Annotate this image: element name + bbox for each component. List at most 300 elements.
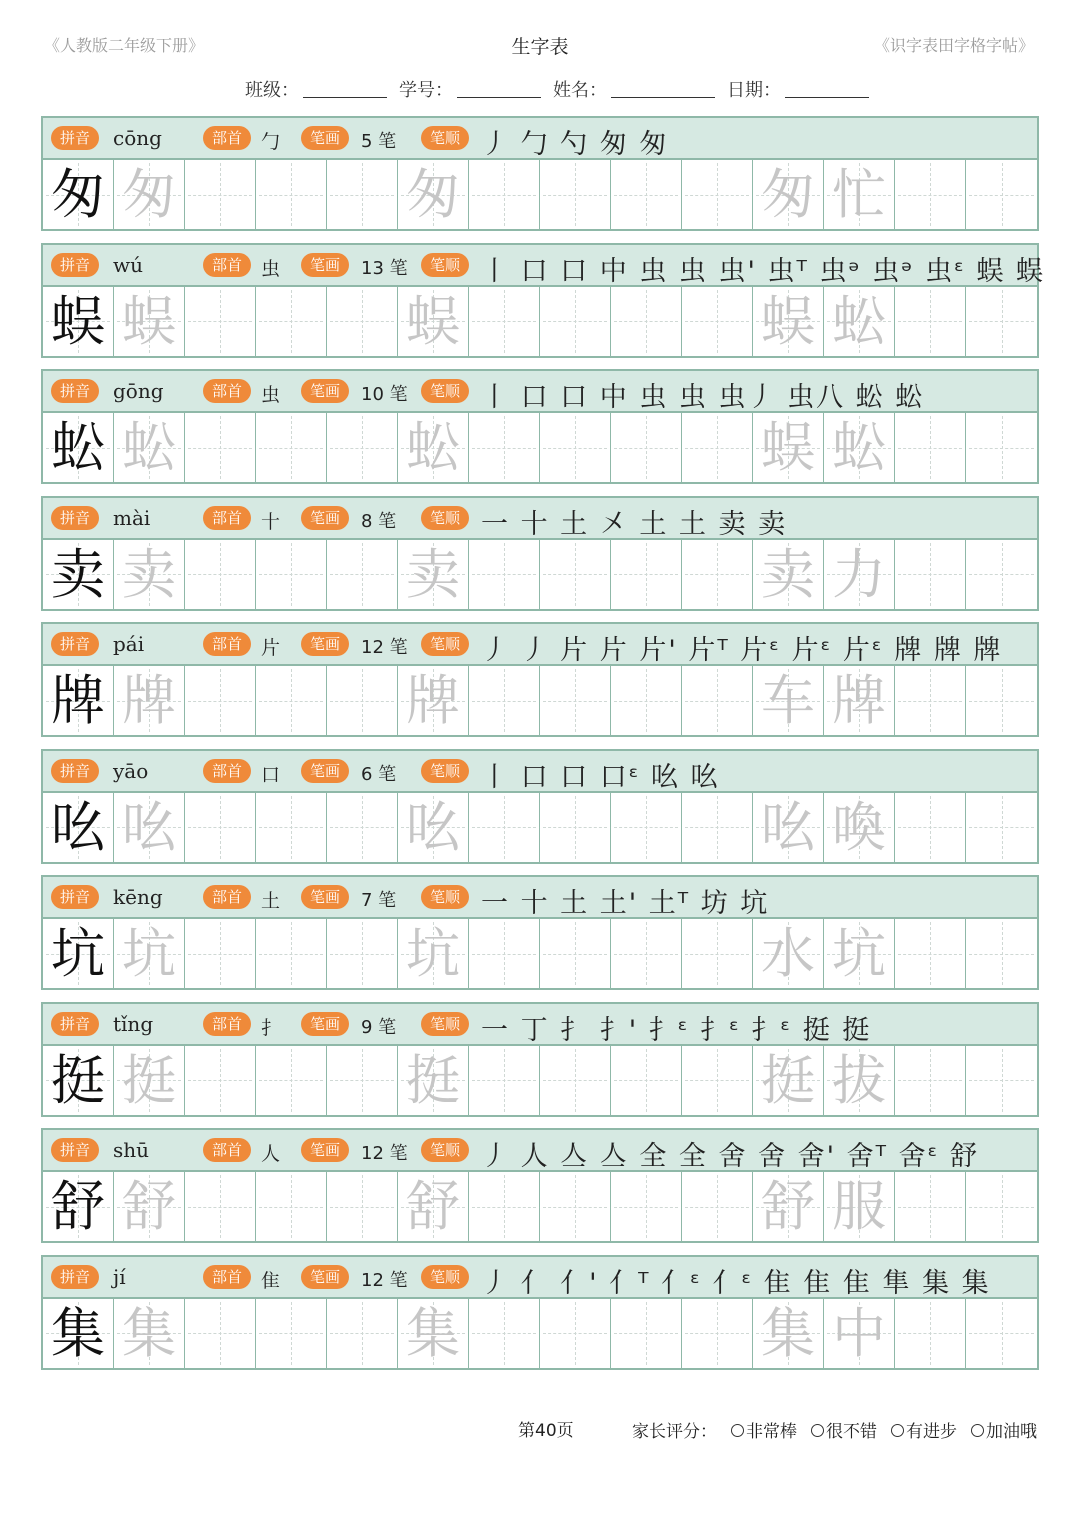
grid-cell[interactable] xyxy=(966,413,1037,482)
eval-option-2[interactable]: 很不错 xyxy=(811,1417,877,1442)
grid-cell[interactable] xyxy=(540,1299,611,1368)
grid-cell[interactable] xyxy=(185,287,256,356)
stroke-order-text: 丿 亻 亻' 亻ᵀ 亻ᵋ 亻ᵋ 隹 隹 隹 隼 集 集 xyxy=(481,1267,991,1299)
grid-cell[interactable] xyxy=(611,287,682,356)
grid-cell[interactable] xyxy=(966,919,1037,988)
row-info-bar xyxy=(43,245,1046,287)
grid-cell[interactable] xyxy=(43,413,114,482)
row-info-bar xyxy=(43,371,1037,413)
practice-row xyxy=(41,116,1039,231)
stroke-count-badge: 笔画 xyxy=(301,1138,349,1162)
grid-cell[interactable] xyxy=(895,287,966,356)
grid-cell[interactable] xyxy=(327,793,398,862)
grid-cell[interactable] xyxy=(469,1172,540,1241)
stroke-count-text: 9 笔 xyxy=(361,1016,397,1038)
grid-cell[interactable] xyxy=(185,1172,256,1241)
stroke-count-badge: 笔画 xyxy=(301,379,349,403)
grid-cell[interactable] xyxy=(682,540,753,609)
pinyin-badge: 拼音 xyxy=(51,759,99,783)
radical-text: 十 xyxy=(261,510,281,533)
grid-cell[interactable] xyxy=(398,1046,469,1115)
trace-character: 挺 xyxy=(122,1048,176,1112)
pinyin-text: gōng xyxy=(113,379,164,403)
stroke-order-badge: 笔顺 xyxy=(421,1138,469,1162)
tian-grid xyxy=(43,540,1037,609)
eval-option-3[interactable]: 有进步 xyxy=(891,1417,957,1442)
grid-cell[interactable] xyxy=(43,793,114,862)
pinyin-text: kēng xyxy=(113,885,163,909)
pinyin-text: mài xyxy=(113,505,151,530)
grid-cell[interactable] xyxy=(540,666,611,735)
trace-character: 蜈 xyxy=(406,289,460,353)
grid-cell[interactable] xyxy=(469,919,540,988)
model-character: 吆 xyxy=(51,795,105,859)
grid-cell[interactable] xyxy=(469,413,540,482)
radical-badge: 部首 xyxy=(203,885,251,909)
grid-cell[interactable] xyxy=(185,540,256,609)
model-character: 卖 xyxy=(51,542,105,606)
stroke-order-text: 丿 人 亼 亼 全 全 舍 舍 舍' 舍ᵀ 舍ᵋ 舒 xyxy=(481,1141,979,1172)
model-character: 坑 xyxy=(51,922,105,985)
eval-option-1[interactable]: 非常棒 xyxy=(731,1417,797,1442)
trace-character: 服 xyxy=(832,1175,886,1238)
stroke-count-badge: 笔画 xyxy=(301,506,349,530)
stroke-order-text: 一 十 土 㐅 土 土 卖 卖 xyxy=(481,508,788,540)
grid-cell[interactable] xyxy=(540,160,611,229)
class-label: 班级： xyxy=(245,80,299,101)
trace-character: 蜈 xyxy=(122,289,176,353)
radical-text: 隹 xyxy=(261,1269,281,1292)
grid-cell[interactable] xyxy=(327,1299,398,1368)
stroke-order-badge: 笔顺 xyxy=(421,506,469,530)
student-info-line xyxy=(245,76,871,102)
stroke-order-text: 一 丁 扌 扌' 扌ᵋ 扌ᵋ 扌ᵋ 挺 挺 xyxy=(481,1014,872,1046)
grid-cell[interactable] xyxy=(185,160,256,229)
stroke-order-badge: 笔顺 xyxy=(421,885,469,909)
model-character: 挺 xyxy=(51,1048,105,1112)
trace-character: 牌 xyxy=(122,669,176,732)
grid-cell[interactable] xyxy=(540,1046,611,1115)
row-info-bar xyxy=(43,751,1037,793)
radio-circle-icon xyxy=(811,1424,824,1437)
grid-cell[interactable] xyxy=(895,666,966,735)
tian-grid xyxy=(43,287,1037,356)
grid-cell[interactable] xyxy=(256,287,327,356)
trace-character: 卖 xyxy=(761,542,815,606)
grid-cell[interactable] xyxy=(611,1172,682,1241)
grid-cell[interactable] xyxy=(327,666,398,735)
grid-cell[interactable] xyxy=(327,919,398,988)
grid-cell[interactable] xyxy=(398,160,469,229)
tian-grid xyxy=(43,1172,1037,1241)
grid-cell[interactable] xyxy=(256,666,327,735)
stroke-count-badge: 笔画 xyxy=(301,759,349,783)
grid-cell[interactable] xyxy=(611,1299,682,1368)
grid-cell[interactable] xyxy=(682,413,753,482)
grid-cell[interactable] xyxy=(114,1046,185,1115)
name-label: 姓名： xyxy=(553,80,607,101)
grid-cell[interactable] xyxy=(398,793,469,862)
trace-character: 吆 xyxy=(406,795,460,859)
grid-cell[interactable] xyxy=(398,540,469,609)
trace-character: 蚣 xyxy=(406,416,460,479)
trace-character: 忙 xyxy=(832,163,886,226)
grid-cell[interactable] xyxy=(824,919,895,988)
grid-cell[interactable] xyxy=(469,287,540,356)
grid-cell[interactable] xyxy=(966,1172,1037,1241)
grid-cell[interactable] xyxy=(43,160,114,229)
grid-cell[interactable] xyxy=(185,413,256,482)
trace-character: 吆 xyxy=(122,795,176,859)
tian-grid xyxy=(43,1299,1037,1368)
stroke-order-badge: 笔顺 xyxy=(421,1265,469,1289)
trace-character: 舒 xyxy=(761,1175,815,1238)
grid-cell[interactable] xyxy=(114,1172,185,1241)
row-info-bar xyxy=(43,1130,1037,1172)
pinyin-badge: 拼音 xyxy=(51,379,99,403)
row-info-bar xyxy=(43,118,1037,160)
trace-character: 匆 xyxy=(122,163,176,226)
grid-cell[interactable] xyxy=(611,666,682,735)
grid-cell[interactable] xyxy=(43,666,114,735)
stroke-count-text: 8 笔 xyxy=(361,510,397,532)
stroke-count-badge: 笔画 xyxy=(301,632,349,656)
tian-grid xyxy=(43,160,1037,229)
stroke-count-text: 5 笔 xyxy=(361,131,397,152)
pinyin-text: jí xyxy=(113,1264,126,1289)
practice-row xyxy=(41,875,1039,990)
grid-cell[interactable] xyxy=(895,413,966,482)
trace-character: 坑 xyxy=(832,922,886,985)
tian-grid xyxy=(43,919,1037,988)
class-field[interactable] xyxy=(303,83,387,98)
trace-character: 匆 xyxy=(406,163,460,226)
stroke-order-badge: 笔顺 xyxy=(421,632,469,656)
grid-cell[interactable] xyxy=(256,793,327,862)
radical-text: 土 xyxy=(261,890,281,912)
pinyin-badge: 拼音 xyxy=(51,126,99,150)
tian-grid xyxy=(43,413,1037,482)
trace-character: 舒 xyxy=(122,1175,176,1238)
grid-cell[interactable] xyxy=(256,160,327,229)
grid-cell[interactable] xyxy=(114,540,185,609)
trace-character: 车 xyxy=(761,669,815,732)
grid-cell[interactable] xyxy=(327,287,398,356)
grid-cell[interactable] xyxy=(753,1299,824,1368)
grid-cell[interactable] xyxy=(753,413,824,482)
row-info-bar xyxy=(43,624,1037,666)
grid-cell[interactable] xyxy=(682,793,753,862)
grid-cell[interactable] xyxy=(43,1299,114,1368)
grid-cell[interactable] xyxy=(895,540,966,609)
grid-cell[interactable] xyxy=(682,1172,753,1241)
stroke-count-badge: 笔画 xyxy=(301,885,349,909)
grid-cell[interactable] xyxy=(256,1046,327,1115)
trace-character: 水 xyxy=(761,922,815,985)
grid-cell[interactable] xyxy=(398,413,469,482)
parent-evaluation xyxy=(632,1417,1037,1442)
grid-cell[interactable] xyxy=(966,793,1037,862)
stroke-count-text: 12 笔 xyxy=(361,1143,408,1164)
grid-cell[interactable] xyxy=(327,1046,398,1115)
grid-cell[interactable] xyxy=(469,793,540,862)
radical-badge: 部首 xyxy=(203,126,251,150)
stroke-count-text: 12 笔 xyxy=(361,637,408,658)
character-practice-rows xyxy=(41,116,1046,1381)
trace-character: 吆 xyxy=(761,795,815,859)
grid-cell[interactable] xyxy=(114,919,185,988)
grid-cell[interactable] xyxy=(611,919,682,988)
trace-character: 卖 xyxy=(406,542,460,606)
grid-cell[interactable] xyxy=(966,287,1037,356)
grid-cell[interactable] xyxy=(114,413,185,482)
grid-cell[interactable] xyxy=(966,1046,1037,1115)
pinyin-badge: 拼音 xyxy=(51,885,99,909)
model-character: 蜈 xyxy=(51,289,105,353)
stroke-count-text: 13 笔 xyxy=(361,257,408,279)
page-title: 生字表 xyxy=(511,36,569,58)
grid-cell[interactable] xyxy=(114,793,185,862)
grid-cell[interactable] xyxy=(256,1172,327,1241)
grid-cell[interactable] xyxy=(327,413,398,482)
grid-cell[interactable] xyxy=(256,413,327,482)
grid-cell[interactable] xyxy=(469,666,540,735)
name-field[interactable] xyxy=(611,83,715,98)
row-info-bar xyxy=(43,1004,1037,1046)
grid-cell[interactable] xyxy=(398,1299,469,1368)
grid-cell[interactable] xyxy=(966,160,1037,229)
practice-row xyxy=(41,496,1039,611)
grid-cell[interactable] xyxy=(611,540,682,609)
grid-cell[interactable] xyxy=(611,1046,682,1115)
grid-cell[interactable] xyxy=(895,1172,966,1241)
radical-badge: 部首 xyxy=(203,379,251,403)
trace-character: 挺 xyxy=(406,1048,460,1112)
radical-badge: 部首 xyxy=(203,1012,251,1036)
grid-cell[interactable] xyxy=(114,666,185,735)
grid-cell[interactable] xyxy=(824,540,895,609)
grid-cell[interactable] xyxy=(540,540,611,609)
tian-grid xyxy=(43,793,1037,862)
date-field[interactable] xyxy=(785,83,869,98)
grid-cell[interactable] xyxy=(398,287,469,356)
grid-cell[interactable] xyxy=(398,666,469,735)
radical-badge: 部首 xyxy=(203,506,251,530)
grid-cell[interactable] xyxy=(469,1299,540,1368)
grid-cell[interactable] xyxy=(753,160,824,229)
stroke-count-text: 6 笔 xyxy=(361,763,397,785)
grid-cell[interactable] xyxy=(114,287,185,356)
pinyin-text: tǐng xyxy=(113,1011,154,1036)
grid-cell[interactable] xyxy=(824,1172,895,1241)
radical-badge: 部首 xyxy=(203,1265,251,1289)
practice-row xyxy=(41,1255,1039,1370)
trace-character: 坑 xyxy=(122,922,176,985)
radio-circle-icon xyxy=(971,1424,984,1437)
radical-badge: 部首 xyxy=(203,632,251,656)
grid-cell[interactable] xyxy=(753,666,824,735)
grid-cell[interactable] xyxy=(185,1046,256,1115)
eval-option-4[interactable]: 加油哦 xyxy=(971,1417,1037,1442)
grid-cell[interactable] xyxy=(43,287,114,356)
header-right-book: 《识字表田字格字帖》 xyxy=(873,36,1034,55)
row-info-bar xyxy=(43,877,1037,919)
practice-row xyxy=(41,749,1039,864)
grid-cell[interactable] xyxy=(824,287,895,356)
grid-cell[interactable] xyxy=(398,919,469,988)
radical-badge: 部首 xyxy=(203,1138,251,1162)
pinyin-text: wú xyxy=(113,252,143,277)
stroke-count-text: 7 笔 xyxy=(361,890,397,911)
eval-label: 家长评分： xyxy=(632,1422,717,1442)
grid-cell[interactable] xyxy=(824,793,895,862)
trace-character: 匆 xyxy=(761,163,815,226)
trace-character: 集 xyxy=(406,1301,460,1365)
grid-cell[interactable] xyxy=(398,1172,469,1241)
pinyin-badge: 拼音 xyxy=(51,253,99,277)
grid-cell[interactable] xyxy=(611,160,682,229)
trace-character: 卖 xyxy=(122,542,176,606)
grid-cell[interactable] xyxy=(966,666,1037,735)
pinyin-badge: 拼音 xyxy=(51,506,99,530)
grid-cell[interactable] xyxy=(966,1299,1037,1368)
grid-cell[interactable] xyxy=(895,1299,966,1368)
trace-character: 挺 xyxy=(761,1048,815,1112)
pinyin-badge: 拼音 xyxy=(51,1138,99,1162)
grid-cell[interactable] xyxy=(753,793,824,862)
grid-cell[interactable] xyxy=(682,1046,753,1115)
radical-badge: 部首 xyxy=(203,759,251,783)
model-character: 集 xyxy=(51,1301,105,1365)
model-character: 匆 xyxy=(51,163,105,226)
trace-character: 坑 xyxy=(406,922,460,985)
number-label: 学号： xyxy=(399,80,453,101)
radical-text: 勹 xyxy=(261,131,281,153)
trace-character: 蚣 xyxy=(832,289,886,353)
stroke-order-text: 一 十 土 土' 土ᵀ 坊 坑 xyxy=(481,888,770,919)
grid-cell[interactable] xyxy=(753,287,824,356)
grid-cell[interactable] xyxy=(469,540,540,609)
stroke-count-badge: 笔画 xyxy=(301,1012,349,1036)
grid-cell[interactable] xyxy=(753,1046,824,1115)
grid-cell[interactable] xyxy=(43,1172,114,1241)
grid-cell[interactable] xyxy=(43,919,114,988)
stroke-order-badge: 笔顺 xyxy=(421,126,469,150)
grid-cell[interactable] xyxy=(824,413,895,482)
grid-cell[interactable] xyxy=(43,1046,114,1115)
pinyin-badge: 拼音 xyxy=(51,632,99,656)
trace-character: 集 xyxy=(761,1301,815,1365)
radical-text: 虫 xyxy=(261,384,281,406)
grid-cell[interactable] xyxy=(540,919,611,988)
radical-text: 人 xyxy=(261,1143,281,1165)
grid-cell[interactable] xyxy=(469,1046,540,1115)
radio-circle-icon xyxy=(731,1424,744,1437)
grid-cell[interactable] xyxy=(327,540,398,609)
grid-cell[interactable] xyxy=(682,160,753,229)
stroke-order-badge: 笔顺 xyxy=(421,253,469,277)
grid-cell[interactable] xyxy=(185,1299,256,1368)
grid-cell[interactable] xyxy=(682,666,753,735)
grid-cell[interactable] xyxy=(824,1046,895,1115)
model-character: 蚣 xyxy=(51,416,105,479)
trace-character: 蜈 xyxy=(761,289,815,353)
tian-grid xyxy=(43,1046,1037,1115)
grid-cell[interactable] xyxy=(753,919,824,988)
grid-cell[interactable] xyxy=(185,919,256,988)
grid-cell[interactable] xyxy=(824,1299,895,1368)
grid-cell[interactable] xyxy=(327,1172,398,1241)
grid-cell[interactable] xyxy=(824,160,895,229)
grid-cell[interactable] xyxy=(895,160,966,229)
grid-cell[interactable] xyxy=(682,1299,753,1368)
grid-cell[interactable] xyxy=(256,919,327,988)
radio-circle-icon xyxy=(891,1424,904,1437)
grid-cell[interactable] xyxy=(185,666,256,735)
grid-cell[interactable] xyxy=(540,1172,611,1241)
practice-row xyxy=(41,243,1046,358)
stroke-count-text: 12 笔 xyxy=(361,1269,408,1291)
grid-cell[interactable] xyxy=(753,1172,824,1241)
practice-row xyxy=(41,369,1039,484)
grid-cell[interactable] xyxy=(327,160,398,229)
radical-badge: 部首 xyxy=(203,253,251,277)
trace-character: 蜈 xyxy=(761,416,815,479)
stroke-order-badge: 笔顺 xyxy=(421,759,469,783)
practice-row xyxy=(41,622,1039,737)
grid-cell[interactable] xyxy=(540,413,611,482)
trace-character: 力 xyxy=(832,542,886,606)
pinyin-text: cōng xyxy=(113,126,162,150)
practice-row xyxy=(41,1002,1039,1117)
stroke-order-text: 丿 勹 勺 匆 匆 xyxy=(481,129,669,160)
trace-character: 喚 xyxy=(832,795,886,859)
grid-cell[interactable] xyxy=(185,793,256,862)
grid-cell[interactable] xyxy=(824,666,895,735)
stroke-order-text: 丨 口 口 中 虫 虫 虫丿 虫八 蚣 蚣 xyxy=(481,382,925,413)
grid-cell[interactable] xyxy=(895,919,966,988)
grid-cell[interactable] xyxy=(43,540,114,609)
practice-row xyxy=(41,1128,1039,1243)
stroke-count-text: 10 笔 xyxy=(361,384,408,405)
pinyin-text: yāo xyxy=(113,758,149,783)
row-info-bar xyxy=(43,498,1037,540)
number-field[interactable] xyxy=(457,83,541,98)
grid-cell[interactable] xyxy=(540,287,611,356)
radical-text: 扌 xyxy=(261,1016,281,1039)
grid-cell[interactable] xyxy=(540,793,611,862)
grid-cell[interactable] xyxy=(966,540,1037,609)
grid-cell[interactable] xyxy=(753,540,824,609)
grid-cell[interactable] xyxy=(895,1046,966,1115)
grid-cell[interactable] xyxy=(256,1299,327,1368)
stroke-count-badge: 笔画 xyxy=(301,253,349,277)
pinyin-badge: 拼音 xyxy=(51,1012,99,1036)
trace-character: 舒 xyxy=(406,1175,460,1238)
grid-cell[interactable] xyxy=(682,287,753,356)
date-label: 日期： xyxy=(727,80,781,101)
pinyin-text: pái xyxy=(113,632,145,656)
grid-cell[interactable] xyxy=(469,160,540,229)
grid-cell[interactable] xyxy=(895,793,966,862)
grid-cell[interactable] xyxy=(682,919,753,988)
grid-cell[interactable] xyxy=(611,793,682,862)
grid-cell[interactable] xyxy=(256,540,327,609)
grid-cell[interactable] xyxy=(114,160,185,229)
grid-cell[interactable] xyxy=(114,1299,185,1368)
radical-text: 片 xyxy=(261,637,281,659)
grid-cell[interactable] xyxy=(611,413,682,482)
